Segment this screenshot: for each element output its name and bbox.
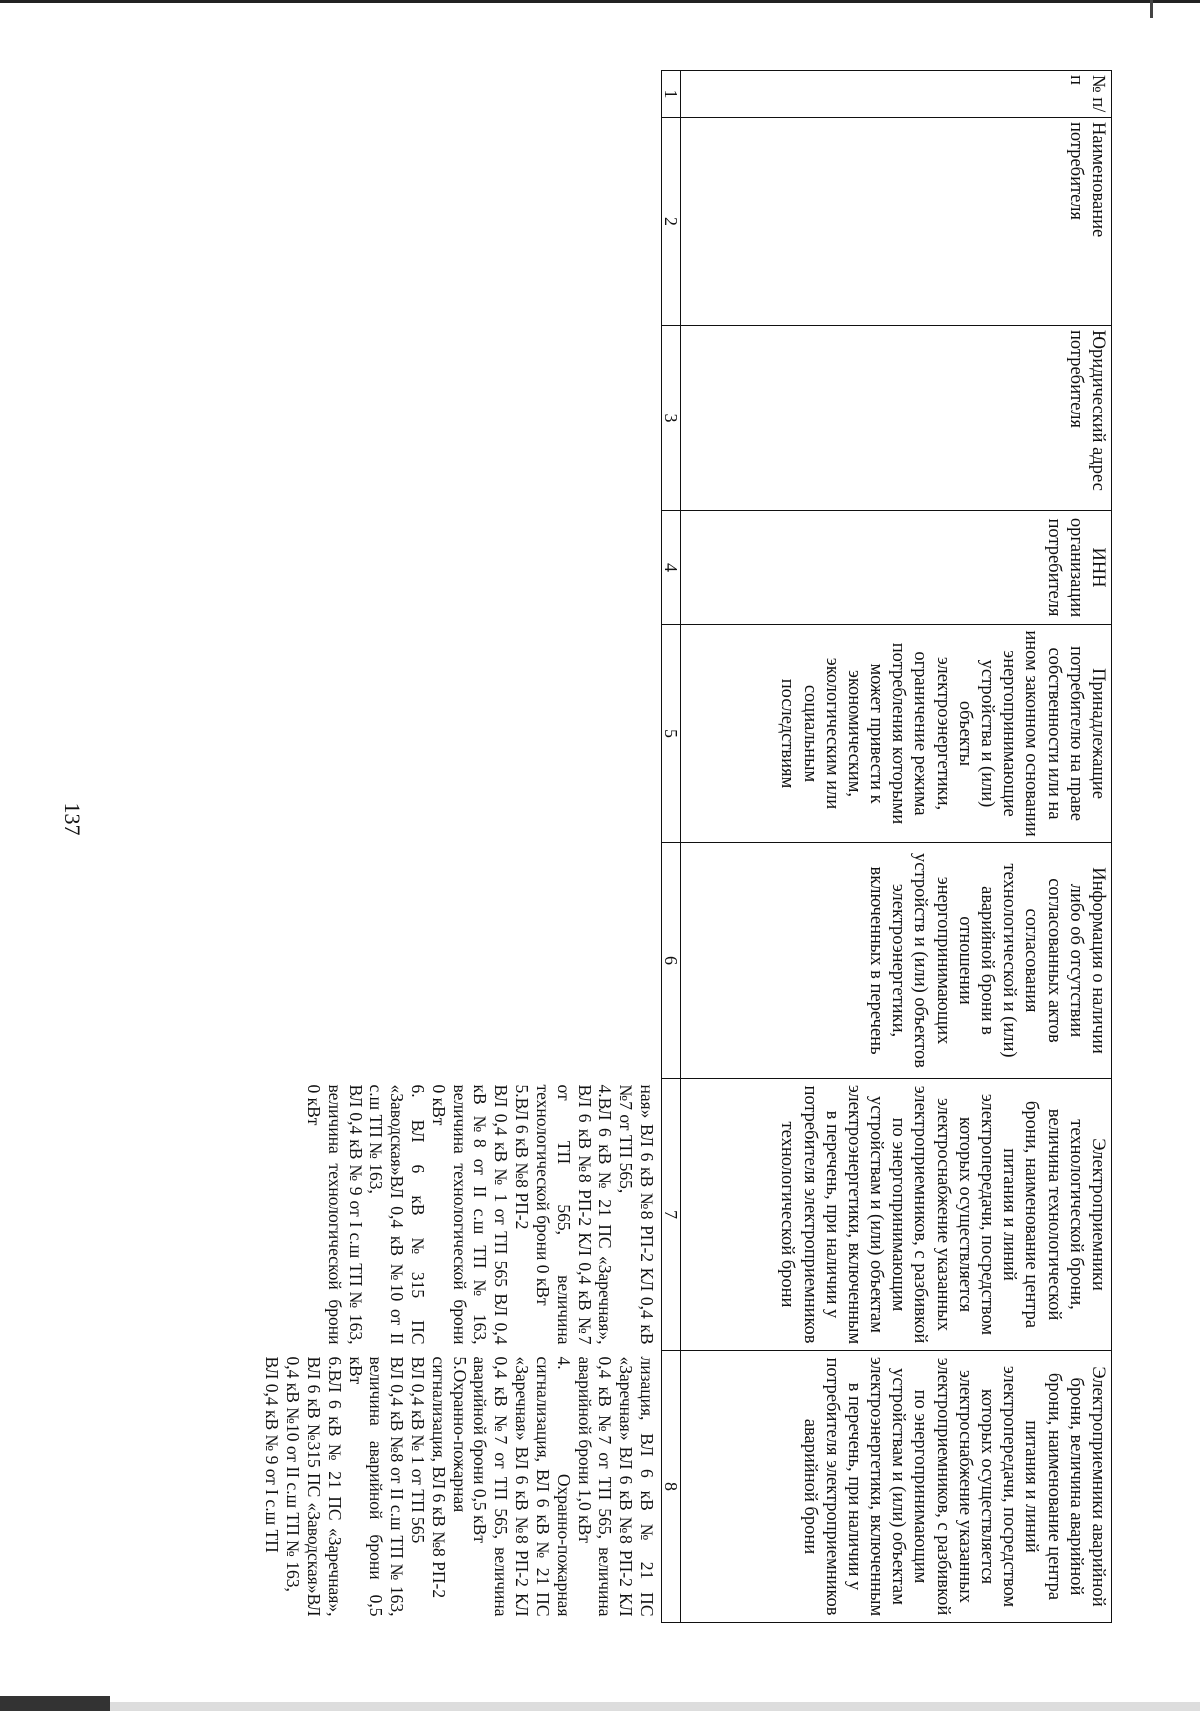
cell-empty bbox=[183, 625, 662, 843]
text-line: ВЛ 0,4 кВ №8 от II с.ш ТП № 163, величина аварийной брони 0,5 кВт bbox=[345, 1356, 408, 1617]
text-line: ВЛ 0,4 кВ № 1 от ТП 565 bbox=[408, 1356, 429, 1544]
cell-technological-reserve bbox=[183, 1079, 662, 1351]
header-col-4: ИНН организации потребителя bbox=[681, 511, 1112, 625]
cell-empty bbox=[183, 71, 662, 118]
header-col-5: Принадлежащие потребителю на праве собственности или на ином законном основании энергопринимающие устройства и (или) объекты электроэнергетики, ограничение режима потребления которыми может привести к экономическим, экологическим или социальным последствиям bbox=[681, 625, 1112, 843]
text-line: лизация, ВЛ 6 кВ № 21 ПС «Заречная» ВЛ 6 кВ №8 РП-2 КЛ 0,4 кВ №7 от ТП 565, величина аварийной брони 1,0 кВт bbox=[574, 1356, 657, 1617]
cell-empty bbox=[183, 511, 662, 625]
header-col-1: № п/п bbox=[681, 71, 1112, 118]
column-number: 7 bbox=[662, 1079, 681, 1351]
text-line: ВЛ 0,4 кВ № 9 от I с.ш ТП № 163, величина технологической брони 0 кВт bbox=[304, 1084, 366, 1345]
column-number: 5 bbox=[662, 625, 681, 843]
text-line: 6. ВЛ 6 кВ №315 ПС «Заводская»ВЛ 0,4 кВ №10 от II с.ш ТП № 163, bbox=[366, 1084, 429, 1345]
column-number: 3 bbox=[662, 326, 681, 511]
text-line: 4.ВЛ 6 кВ № 21 ПС «Заречная», ВЛ 6 кВ №8 РП-2 КЛ 0,4 кВ №7 от ТП 565, величина технологической брони 0 кВт bbox=[532, 1084, 616, 1345]
text-line: ная» ВЛ 6 кВ №8 РП-2 КЛ 0,4 кВ №7 от ТП 565, bbox=[616, 1084, 657, 1345]
column-number-row bbox=[662, 71, 681, 1623]
header-col-7: Электроприемники технологической брони, величина технологической брони, наименование центра питания и линий электропередачи, посредством которых осуществляется электроснабжение указанных электроприемников, с разбивкой по энергопринимающим устройствам и (или) объектам электроэнергетики, включенным в перечень, при наличии у потребителя электроприемников технологической брони bbox=[681, 1079, 1112, 1351]
header-row bbox=[681, 71, 1112, 1623]
page-number: 137 bbox=[60, 802, 85, 836]
consumer-table bbox=[183, 70, 1112, 1623]
text-line: 5.Охранно-пожарная сигнализация, ВЛ 6 кВ №8 РП-2 bbox=[428, 1356, 470, 1599]
column-number: 6 bbox=[662, 843, 681, 1079]
text-line: 6.ВЛ 6 кВ № 21 ПС «Заречная», ВЛ 6 кВ №315 ПС «Заводская»ВЛ 0,4 кВ №10 от II с.ш ТП № 163, bbox=[283, 1356, 345, 1617]
text-line: 5.ВЛ 6 кВ №8 РП-2 bbox=[512, 1084, 533, 1230]
cell-emergency-reserve bbox=[183, 1351, 662, 1623]
header-col-2: Наименование потребителя bbox=[681, 118, 1112, 326]
cell-empty bbox=[183, 326, 662, 511]
header-col-3: Юридический адрес потребителя bbox=[681, 326, 1112, 511]
header-col-8: Электроприемники аварийной брони, величина аварийной брони, наименование центра питания и линий электропередачи, посредством которых осуществляется электроснабжение указанных электроприемников, с разбивкой по энергопринимающим устройствам и (или) объектам электроэнергетики, включенным в перечень, при наличии у потребителя электроприемников аварийной брони bbox=[681, 1351, 1112, 1623]
header-col-6: Информация о наличии либо об отсутствии согласованных актов согласования технологической и (или) аварийной брони в отношении энергопринимающих устройств и (или) объектов электроэнергетики, включенных в перечень bbox=[681, 843, 1112, 1079]
cell-empty bbox=[183, 843, 662, 1079]
table-row bbox=[183, 71, 662, 1623]
text-line: 4. Охранно-пожарная сигнализация, ВЛ 6 кВ № 21 ПС «Заречная» ВЛ 6 кВ №8 РП-2 КЛ 0,4 кВ №7 от ТП 565, величина аварийной брони 0,5 кВт bbox=[470, 1356, 574, 1617]
column-number: 4 bbox=[662, 511, 681, 625]
text-line: ВЛ 0,4 кВ № 9 от I с.ш ТП bbox=[262, 1356, 283, 1553]
text-line: ВЛ 0,4 кВ № 1 от ТП 565 ВЛ 0,4 кВ №8 от II с.ш ТП № 163, величина технологической брони 0 кВт bbox=[428, 1084, 512, 1345]
cell-empty bbox=[183, 118, 662, 326]
column-number: 8 bbox=[662, 1351, 681, 1623]
column-number: 2 bbox=[662, 118, 681, 326]
column-number: 1 bbox=[662, 71, 681, 118]
